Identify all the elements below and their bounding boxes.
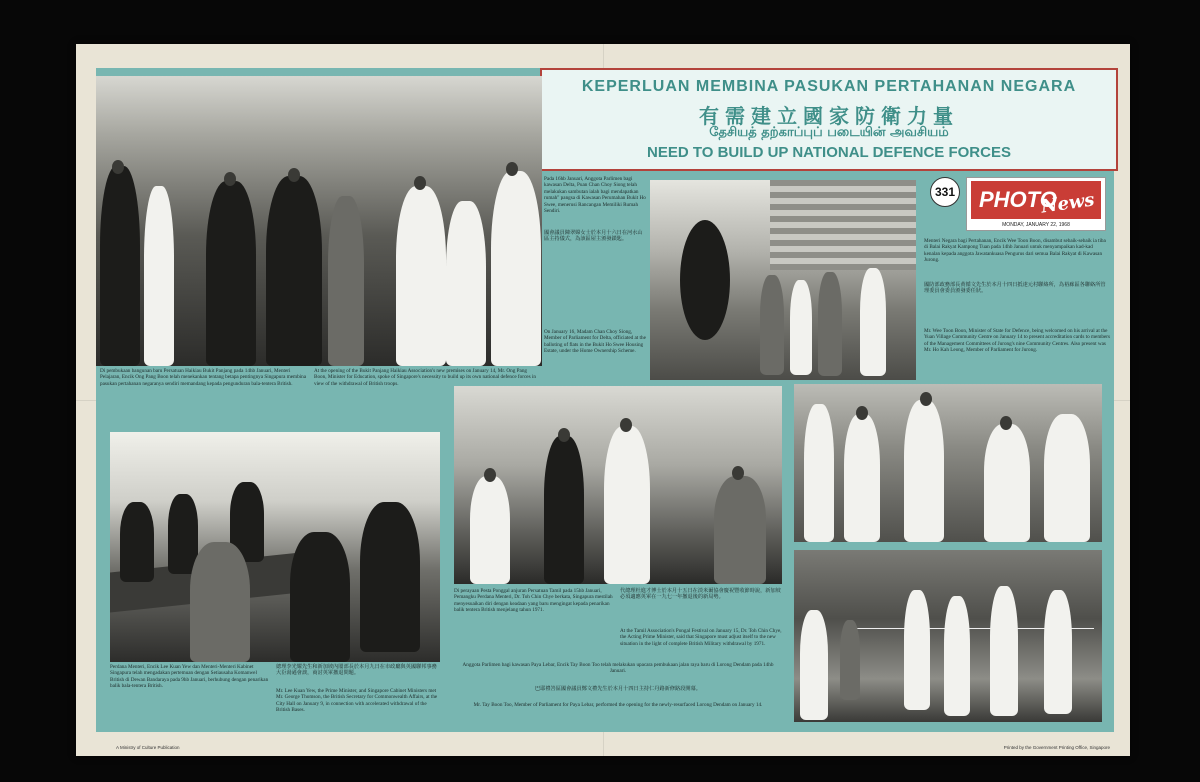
logo-word-news: News <box>1039 189 1096 218</box>
logo-word-photo: PHOTO <box>979 187 1057 212</box>
caption-bukit-panjang-english: At the opening of the Bukit Panjang Haikiau Association's new premises on January 14, Mr. Ong Pang Boon, Minister for Education, spoke of Singapore's necessity to build up its own national defence forces in view of the withdrawal of British troops. <box>314 368 536 387</box>
photo-lorong-dendam-opening <box>794 550 1102 722</box>
caption-bukit-ho-swee-english: On January 16, Madam Chan Choy Siong, Member of Parliament for Delta, officiated at the balloting of flats in the Bukit Ho Swee Housing Estate, under the Home Ownership Scheme. <box>544 329 646 355</box>
caption-jurong-chinese: 國防部政務部長黄循文先生於本月十四日抵達元村聯絡所，為裕廊區各聯絡所管理委員會委員頒發委任狀。 <box>924 282 1106 295</box>
caption-city-hall-chinese: 總理李光耀先生和新加坡內閣部長於本月九日在市政廳與英國聯邦事務大臣湯遜會談，商討英軍撤退問題。 <box>276 664 437 677</box>
caption-bukit-ho-swee-chinese: 國會議員陳翠嫦女士於本月十六日在河水山區主持儀式，為該區屋主頒發鎖匙。 <box>544 230 643 243</box>
headline-tamil: தேசியத் தற்காப்புப் படையின் அவசியம் <box>709 125 949 140</box>
poster-sheet <box>76 44 1130 756</box>
caption-bukit-panjang-malay: Di pembukaan bangunan baru Persatuan Haikiau Bukit Panjang pada 14hb Januari, Menteri Pelajaran, Encik Ong Pang Boon telah menekankan tentang betapa pentingnya Singapura membina pasukan pertahanan negaranya sendiri memandang kepada pengunduran bala-tentera British. <box>100 368 306 387</box>
issue-date: MONDAY, JANUARY 22, 1968 <box>1002 222 1070 228</box>
photo-news-logo <box>966 177 1106 231</box>
caption-pongal-malay: Di perayaan Pesta Ponggal anjuran Persatuan Tamil pada 15hb Januari, Pemangku Perdana Menteri, Dr. Toh Chin Chye berkata, Singapura mestilah menyesuaikan diri dengan keadaan yang baru mengingat kepada penarikan balik tentera British menjelang tahun 1971. <box>454 588 613 614</box>
headline-chinese: 有需建立國家防衛力量 <box>699 104 959 128</box>
caption-jurong-english: Mr. Wee Toon Boon, Minister of State for Defence, being welcomed on his arrival at the Yuan Village Community Centre on January 14 to present accreditation cards to members of the Management Committees of Jurong's nine Community Centres. Also present was Mr. Ho Kah Leong, Member of Parliament for Jurong. <box>924 328 1111 354</box>
headline-box <box>540 68 1118 171</box>
photo-lion-dance <box>650 180 916 380</box>
photo-pongal-festival <box>454 386 782 584</box>
caption-pongal-chinese: 代總理杜進才博士於本月十五日在淡米爾協會慶祝豐收節時說，新加坡必須適應英軍在一九七一年撤退後的新局勢。 <box>620 588 781 601</box>
footer-publisher: A Ministry of Culture Publication <box>116 745 180 750</box>
caption-jurong-malay: Menteri Negara bagi Pertahanan, Encik Wee Toon Boon, disambut sebaik-sebaik ia tiba di Balai Rakyat Kampong Tuan pada 14hb Januari untuk menyampaikan kad-kad kenalan kepada anggota Jawatankuasa Pengurus dari semua Balai Rakyat di Kawasan Jurong. <box>924 238 1106 264</box>
headline-english: NEED TO BUILD UP NATIONAL DEFENCE FORCES <box>647 144 1011 161</box>
photo-minister-greeting-crowd <box>96 76 542 366</box>
caption-lorong-dendam-chinese: 巴耶禮峇區國會議員鄭文禮先生於本月十四日主持仁丹路新修路段開幕。 <box>534 686 701 692</box>
caption-city-hall-malay: Perdana Menteri, Encik Lee Kuan Yew dan Menteri-Menteri Kabinet Singapura telah mengadakan pertemuan dengan Setiausaha Komanwel British di Dewan Bandaraya pada 9hb Januari, berhubung dengan penarikan balik bala-tentera British. <box>110 664 269 690</box>
caption-lorong-dendam-malay: Anggota Parlimen bagi kawasan Paya Lebar, Encik Tay Boon Too telah melakukan upacara pembukaan jalan raya baru di Lorong Dendam pada 14hb Januari. <box>462 662 774 675</box>
footer-printer: Printed by the Government Printing Office, Singapore <box>1003 745 1110 750</box>
caption-lorong-dendam-english: Mr. Tay Boon Too, Member of Parliament for Paya Lebar, performed the opening for the newly-resurfaced Lorong Dendam on January 14. <box>473 702 763 708</box>
caption-bukit-ho-swee-malay: Pada 16hb Januari, Anggota Parlimen bagi kawasan Delta, Puan Chan Choy Siong telah melakukan sambutan ialah bagi mendapatkan rumah" pangsa di Kawasan Perumahan Bukit Ho Swee, menerusi Rancangan Memiliki Rumah Sendiri. <box>544 176 646 215</box>
caption-city-hall-english: Mr. Lee Kuan Yew, the Prime Minister, and Singapore Cabinet Ministers met Mr. George Thomson, the British Secretary for Commonwealth Affairs, at the City Hall on January 9, in connection with accelerated withdrawal of the British Bases. <box>276 688 438 714</box>
caption-pongal-english: At the Tamil Association's Pongal Festival on January 15, Dr. Toh Chin Chye, the Acting Prime Minister, said that Singapore must adjust itself to the new situation in the light of complete British Military withdrawal by 1971. <box>620 628 782 647</box>
photo-cabinet-meeting <box>110 432 440 662</box>
issue-number-badge: 331 <box>930 177 960 207</box>
photo-jurong-handshake <box>794 384 1102 542</box>
headline-malay: KEPERLUAN MEMBINA PASUKAN PERTAHANAN NEGARA <box>581 78 1077 95</box>
